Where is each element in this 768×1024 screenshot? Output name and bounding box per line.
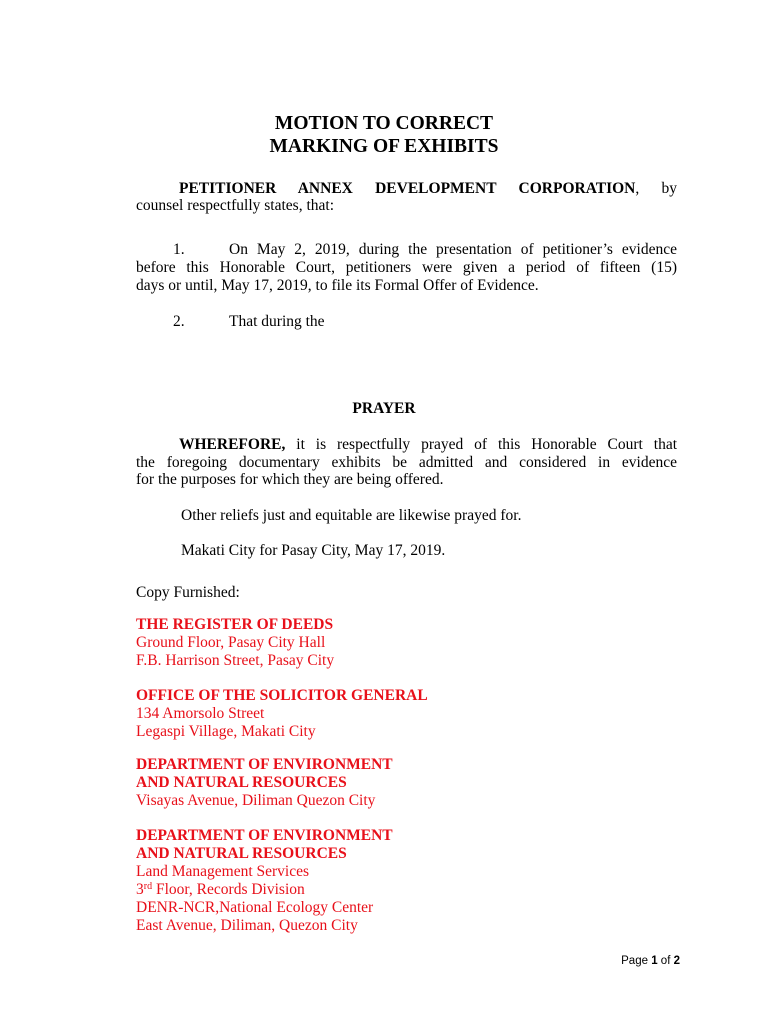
recipient-register-of-deeds <box>136 616 334 670</box>
recipient-address-line <box>136 881 393 899</box>
copy-furnished-label: Copy Furnished: <box>136 584 240 601</box>
intro-line-1 <box>179 180 677 198</box>
prayer-line-1-rest: it is respectfully prayed of this Honorable Court that <box>285 436 677 453</box>
recipient-address-line: 134 Amorsolo Street <box>136 705 265 722</box>
recipient-address-line: Ground Floor, Pasay City Hall <box>136 634 326 651</box>
prayer-heading: PRAYER <box>352 400 416 417</box>
place-and-date: Makati City for Pasay City, May 17, 2019. <box>181 542 446 559</box>
wherefore-word: WHEREFORE, <box>179 436 286 453</box>
recipient-address-line: DENR-NCR,National Ecology Center <box>136 899 374 916</box>
prayer-line-2: the foregoing documentary exhibits be admitted and considered in evidence <box>136 454 677 471</box>
page-of: of <box>660 955 671 967</box>
document-title-line-1: MOTION TO CORRECT <box>274 113 494 134</box>
recipient-denr-2 <box>136 827 393 935</box>
intro-line-2: counsel respectfully states, that: <box>136 197 334 214</box>
recipient-address-line: East Avenue, Diliman, Quezon City <box>136 917 358 934</box>
recipient-name: OFFICE OF THE SOLICITOR GENERAL <box>136 687 428 704</box>
prayer-line-1 <box>179 436 677 454</box>
page-number <box>621 955 680 967</box>
recipient-address-line: Legaspi Village, Makati City <box>136 723 316 740</box>
recipient-name: DEPARTMENT OF ENVIRONMENT <box>136 756 393 773</box>
paragraph-2-line-1: That during the <box>229 313 325 330</box>
intro-by: , by <box>635 180 677 197</box>
recipient-address-line: F.B. Harrison Street, Pasay City <box>136 652 335 669</box>
petitioner-name: PETITIONER ANNEX DEVELOPMENT CORPORATION <box>179 180 636 197</box>
recipient-name: AND NATURAL RESOURCES <box>136 774 347 791</box>
paragraph-1-number: 1. <box>173 241 185 258</box>
other-reliefs: Other reliefs just and equitable are likewise prayed for. <box>181 507 522 524</box>
document-title-line-2: MARKING OF EXHIBITS <box>269 136 499 157</box>
recipient-name: DEPARTMENT OF ENVIRONMENT <box>136 827 393 844</box>
recipient-address-line: Visayas Avenue, Diliman Quezon City <box>136 792 376 809</box>
recipient-name: THE REGISTER OF DEEDS <box>136 616 334 633</box>
recipient-solicitor-general <box>136 687 428 741</box>
paragraph-1-line-2: before this Honorable Court, petitioners were given a period of fifteen (15) <box>136 259 677 276</box>
paragraph-1-line-3: days or until, May 17, 2019, to file its Formal Offer of Evidence. <box>136 277 539 294</box>
floor-text: Floor, Records Division <box>155 881 305 898</box>
recipient-denr-1 <box>136 756 393 810</box>
page-total: 2 <box>673 955 680 967</box>
floor-ordinal-suffix: rd <box>143 881 153 892</box>
page-current: 1 <box>651 955 658 967</box>
prayer-line-3: for the purposes for which they are being offered. <box>136 471 444 488</box>
paragraph-1-line-1: On May 2, 2019, during the presentation of petitioner’s evidence <box>229 241 677 258</box>
paragraph-2-number: 2. <box>173 313 185 330</box>
page-word: Page <box>621 955 648 967</box>
recipient-name: AND NATURAL RESOURCES <box>136 845 347 862</box>
floor-number: 3 <box>136 881 144 898</box>
recipient-address-line: Land Management Services <box>136 863 310 880</box>
